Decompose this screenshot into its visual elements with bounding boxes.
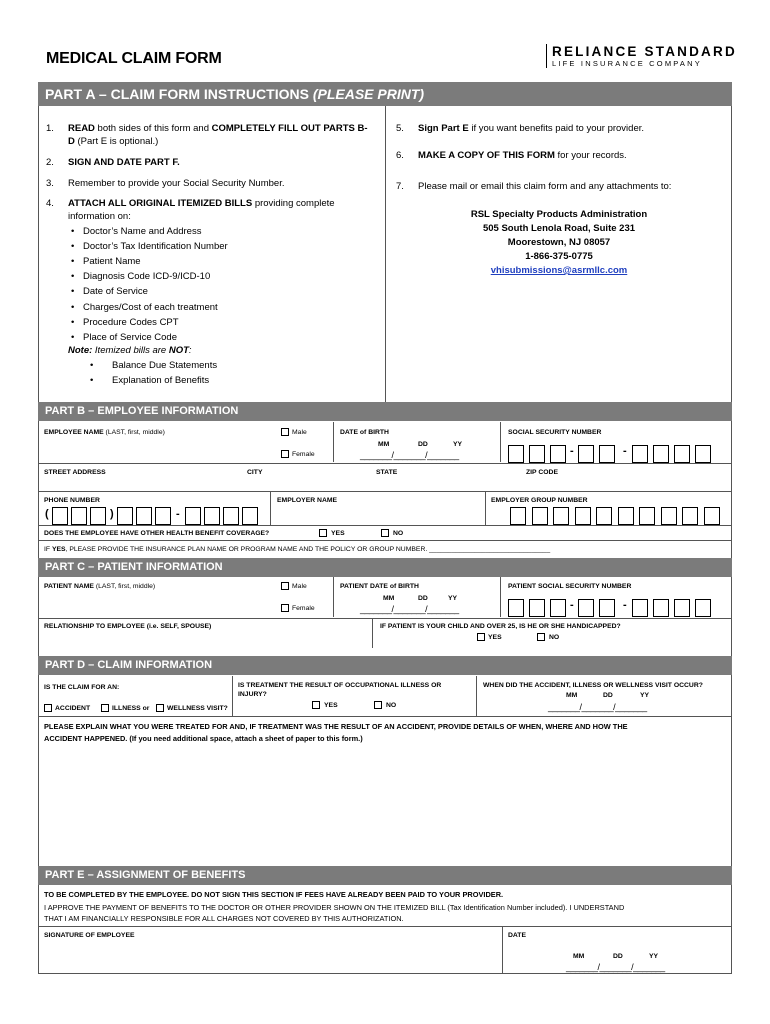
bullet-dot: • <box>71 271 75 283</box>
part-e-header: PART E – ASSIGNMENT OF BENEFITS <box>38 866 732 885</box>
wellness-checkbox[interactable] <box>156 704 164 712</box>
if-yes-instruction <box>44 545 550 554</box>
divider <box>500 422 501 462</box>
divider <box>372 618 373 648</box>
text-bold: D <box>68 136 75 147</box>
divider <box>500 577 501 617</box>
row-line <box>38 491 732 492</box>
zip-label: ZIP CODE <box>526 469 558 476</box>
part-b-header: PART B – EMPLOYEE INFORMATION <box>38 402 732 421</box>
note-label: Note: <box>68 345 93 356</box>
male-label: Male <box>292 429 307 436</box>
accident-label: ACCIDENT <box>55 705 91 712</box>
ssn-digit-box[interactable] <box>599 599 615 617</box>
label-sub: (i.e. SELF, SPOUSE) <box>144 623 212 630</box>
part-a-title: PART A – CLAIM FORM INSTRUCTIONS <box>45 86 309 102</box>
group-digit-box[interactable] <box>618 507 634 525</box>
ssn-digit-box[interactable] <box>529 599 545 617</box>
relationship-label <box>44 622 211 631</box>
ssn-label: SOCIAL SECURITY NUMBER <box>508 429 602 436</box>
signature-label: SIGNATURE OF EMPLOYEE <box>44 932 135 939</box>
phone-line: 1-866-375-0775 <box>525 251 593 262</box>
ssn-digit-box[interactable] <box>653 445 669 463</box>
no-label: NO <box>549 634 560 641</box>
item-number: 6. <box>396 150 404 161</box>
instruction-1-cont <box>68 136 158 148</box>
yy-label: YY <box>649 953 659 960</box>
ssn-digit-box[interactable] <box>674 599 690 617</box>
bullet-item: Charges/Cost of each treatment <box>83 301 218 313</box>
when-question: WHEN DID THE ACCIDENT, ILLNESS OR WELLNESS VISIT OCCUR? <box>483 682 703 689</box>
illness-checkbox[interactable] <box>101 704 109 712</box>
state-label: STATE <box>376 469 398 476</box>
divider <box>333 422 334 462</box>
no-label: NO <box>393 530 404 537</box>
ssn-digit-box[interactable] <box>508 599 524 617</box>
phone-digit-box[interactable] <box>242 507 258 525</box>
row-line <box>38 463 732 464</box>
instruction-4-cont: information on: <box>68 211 131 222</box>
instruction-1 <box>68 123 368 135</box>
dash: - <box>570 445 574 457</box>
phone-digit-box[interactable] <box>185 507 201 525</box>
phone-digit-box[interactable] <box>90 507 106 525</box>
row-line <box>38 525 732 526</box>
instruction-4 <box>68 198 378 210</box>
yes-label: YES <box>324 702 338 709</box>
mm-label: MM <box>378 441 390 448</box>
ssn-digit-box[interactable] <box>550 445 566 463</box>
occupational-no-checkbox[interactable] <box>374 701 382 709</box>
sub-bullet-item: Explanation of Benefits <box>112 375 210 386</box>
explain-instruction: PLEASE EXPLAIN WHAT YOU WERE TREATED FOR AND, IF TREATMENT WAS THE RESULT OF AN ACCIDENT, PROVIDE DETAILS OF WHEN, WHERE AND HOW THE <box>44 722 628 731</box>
occupational-question: IS TREATMENT THE RESULT OF OCCUPATIONAL ILLNESS OR <box>238 682 442 689</box>
signature-field[interactable] <box>40 942 498 972</box>
ssn-digit-box[interactable] <box>578 599 594 617</box>
part-a-header <box>38 82 732 106</box>
ssn-digit-box[interactable] <box>695 445 711 463</box>
ssn-digit-box[interactable] <box>508 445 524 463</box>
divider <box>476 676 477 716</box>
patient-name-label <box>44 582 155 591</box>
patient-ssn-label: PATIENT SOCIAL SECURITY NUMBER <box>508 583 632 590</box>
row-line <box>38 540 732 541</box>
bullet-dot: • <box>71 241 75 253</box>
item-number: 1. <box>46 123 54 134</box>
patient-female-checkbox[interactable] <box>281 604 289 612</box>
phone-digit-box[interactable] <box>136 507 152 525</box>
group-digit-box[interactable] <box>682 507 698 525</box>
ssn-digit-box[interactable] <box>599 445 615 463</box>
bullet-dot: • <box>71 226 75 237</box>
ssn-digit-box[interactable] <box>529 445 545 463</box>
group-digit-box[interactable] <box>532 507 548 525</box>
explanation-textarea[interactable] <box>40 748 730 864</box>
occupational-yes-checkbox[interactable] <box>312 701 320 709</box>
row-line <box>38 926 732 927</box>
group-digit-box[interactable] <box>510 507 526 525</box>
yes-label: YES <box>488 634 502 641</box>
text: for your records. <box>554 150 627 161</box>
assignment-text: I APPROVE THE PAYMENT OF BENEFITS TO THE DOCTOR OR OTHER PROVIDER SHOWN ON THE ITEMIZED BILL (Tax Identification Number included). I UNDERSTAND <box>44 903 625 912</box>
phone-digit-box[interactable] <box>71 507 87 525</box>
bullet-item: Date of Service <box>83 286 148 298</box>
bullet-item: Diagnosis Code ICD-9/ICD-10 <box>83 271 211 283</box>
form-title: MEDICAL CLAIM FORM <box>46 50 222 67</box>
label-sub: (LAST, first, middle) <box>93 583 156 590</box>
female-label: Female <box>292 605 315 612</box>
logo-line1: RELIANCE STANDARD <box>552 44 737 59</box>
male-label: Male <box>292 583 307 590</box>
company-logo <box>546 44 737 68</box>
please-print: (PLEASE PRINT) <box>312 86 425 102</box>
group-digit-box[interactable] <box>596 507 612 525</box>
bullet-item: Procedure Codes CPT <box>83 316 179 328</box>
dash: - <box>570 599 574 611</box>
group-digit-box[interactable] <box>704 507 720 525</box>
instruction-3: Remember to provide your Social Security Number. <box>68 178 285 189</box>
divider <box>502 926 503 974</box>
ssn-digit-box[interactable] <box>695 599 711 617</box>
other-coverage-no-checkbox[interactable] <box>381 529 389 537</box>
group-label: EMPLOYER GROUP NUMBER <box>491 497 588 504</box>
no-label: NO <box>386 702 397 709</box>
plan-name-input[interactable]: ________________________________ <box>429 546 551 553</box>
bullet-dot: • <box>90 375 94 386</box>
text-bold: MAKE A COPY OF THIS FORM <box>418 150 555 161</box>
illness-label: ILLNESS or <box>112 705 150 712</box>
dd-label: DD <box>613 953 623 960</box>
row-line <box>38 618 732 619</box>
group-digit-box[interactable] <box>575 507 591 525</box>
wellness-label: WELLNESS VISIT? <box>167 705 228 712</box>
group-digit-box[interactable] <box>553 507 569 525</box>
handicapped-no-checkbox[interactable] <box>537 633 545 641</box>
assignment-instruction: TO BE COMPLETED BY THE EMPLOYEE. DO NOT SIGN THIS SECTION IF FEES HAVE ALREADY BEEN PAID TO YOUR PROVIDER. <box>44 890 504 899</box>
date-label: DATE <box>508 932 526 939</box>
text: both sides of this form and <box>94 123 212 134</box>
note-text: Itemized bills are <box>92 345 169 356</box>
street-label: STREET ADDRESS <box>44 469 106 476</box>
accident-checkbox[interactable] <box>44 704 52 712</box>
text: , PLEASE PROVIDE THE INSURANCE PLAN NAME OR PROGRAM NAME AND THE POLICY OR GROUP NUMBER. <box>65 546 430 553</box>
address-line1: RSL Specialty Products Administration <box>470 209 648 220</box>
sub-bullet-item: Balance Due Statements <box>112 360 218 371</box>
city-label: CITY <box>247 469 263 476</box>
address-line2: 505 South Lenola Road, Suite 231 <box>482 223 636 234</box>
yy-label: YY <box>640 692 650 699</box>
bullet-item: Place of Service Code <box>83 331 177 343</box>
text: IF <box>44 546 52 553</box>
instruction-7: Please mail or email this claim form and any attachments to: <box>418 181 672 192</box>
part-c-header: PART C – PATIENT INFORMATION <box>38 558 732 577</box>
bullet-item: Doctor’s Tax Identification Number <box>83 241 228 253</box>
bullet-item: Doctor’s Name and Address <box>83 226 202 237</box>
phone-digit-box[interactable] <box>155 507 171 525</box>
bullet-dot: • <box>71 301 75 313</box>
assignment-text-cont: THAT I AM FINANCIALLY RESPONSIBLE FOR ALL CHARGES NOT COVERED BY THIS AUTHORIZATION. <box>44 914 404 923</box>
item-number: 3. <box>46 178 54 189</box>
dob-label: DATE of BIRTH <box>340 429 389 436</box>
ssn-digit-box[interactable] <box>653 599 669 617</box>
yy-label: YY <box>453 441 463 448</box>
employee-dob-input[interactable]: _______/_______/_______ <box>360 450 459 460</box>
item-number: 2. <box>46 157 54 168</box>
divider <box>333 577 334 617</box>
ssn-digit-box[interactable] <box>674 445 690 463</box>
text: (Part E is optional.) <box>74 136 159 147</box>
employee-male-checkbox[interactable] <box>281 428 289 436</box>
patient-male-checkbox[interactable] <box>281 582 289 590</box>
ssn-digit-box[interactable] <box>578 445 594 463</box>
bullet-dot: • <box>71 316 75 328</box>
divider <box>485 491 486 525</box>
employee-female-checkbox[interactable] <box>281 450 289 458</box>
claim-for-label: IS THE CLAIM FOR AN: <box>44 684 120 691</box>
handicapped-question: IF PATIENT IS YOUR CHILD AND OVER 25, IS HE OR SHE HANDICAPPED? <box>380 623 621 630</box>
logo-line2: LIFE INSURANCE COMPANY <box>552 59 702 68</box>
text-bold: Sign Part E <box>418 123 469 134</box>
text: if you want benefits paid to your provider. <box>468 123 645 134</box>
female-label: Female <box>292 451 315 458</box>
instruction-2: SIGN AND DATE PART F. <box>68 157 180 168</box>
phone-digit-box[interactable] <box>117 507 133 525</box>
instruction-6 <box>418 150 627 162</box>
note-not: NOT <box>168 345 189 356</box>
text-bold: COMPLETELY FILL OUT PARTS B- <box>211 123 368 134</box>
dd-label: DD <box>418 595 428 602</box>
text-bold: YES <box>51 546 66 553</box>
note <box>68 345 192 357</box>
address-line3: Moorestown, NJ 08057 <box>507 237 611 248</box>
mm-label: MM <box>383 595 395 602</box>
text-bold: ATTACH ALL ORIGINAL ITEMIZED BILLS <box>68 198 253 209</box>
other-coverage-yes-checkbox[interactable] <box>319 529 327 537</box>
label-sub: (LAST, first, middle) <box>103 429 165 436</box>
mm-label: MM <box>566 692 578 699</box>
yy-label: YY <box>448 595 458 602</box>
row-line <box>38 716 732 717</box>
other-coverage-question: DOES THE EMPLOYEE HAVE OTHER HEALTH BENEFIT COVERAGE? <box>44 530 270 537</box>
item-number: 5. <box>396 123 404 134</box>
divider <box>232 676 233 716</box>
group-digit-box[interactable] <box>661 507 677 525</box>
occupational-question-cont: INJURY? <box>238 691 267 698</box>
text: providing complete <box>252 198 335 209</box>
item-number: 4. <box>46 198 54 209</box>
phone-digit-box[interactable] <box>52 507 68 525</box>
ssn-digit-box[interactable] <box>632 599 648 617</box>
dob-label: PATIENT DATE of BIRTH <box>340 583 419 590</box>
label: RELATIONSHIP TO EMPLOYEE <box>44 623 145 630</box>
employee-name-label <box>44 428 165 437</box>
label: PATIENT NAME <box>44 583 94 590</box>
phone-digit-box[interactable] <box>223 507 239 525</box>
bullet-dot: • <box>90 360 94 371</box>
phone-digit-box[interactable] <box>204 507 220 525</box>
occurrence-date-input[interactable]: _______/_______/_______ <box>548 702 647 712</box>
dash: - <box>176 508 180 520</box>
part-d-header: PART D – CLAIM INFORMATION <box>38 656 732 675</box>
mm-label: MM <box>573 953 585 960</box>
instruction-5 <box>418 123 644 135</box>
item-number: 7. <box>396 181 404 192</box>
bullet-dot: • <box>71 331 75 343</box>
bullet-item: Patient Name <box>83 256 141 268</box>
note-colon: : <box>188 345 192 356</box>
dash: - <box>623 445 627 457</box>
dash: - <box>623 599 627 611</box>
paren: ( <box>45 508 49 520</box>
paren: ) <box>110 508 114 520</box>
employer-label: EMPLOYER NAME <box>277 497 338 504</box>
group-digit-box[interactable] <box>639 507 655 525</box>
bullet-dot: • <box>71 286 75 298</box>
ssn-digit-box[interactable] <box>550 599 566 617</box>
bullet-dot: • <box>71 256 75 268</box>
phone-label: PHONE NUMBER <box>44 497 100 504</box>
handicapped-yes-checkbox[interactable] <box>477 633 485 641</box>
patient-dob-input[interactable]: _______/_______/_______ <box>360 604 459 614</box>
explain-instruction-cont: ACCIDENT HAPPENED. (If you need additional space, attach a sheet of paper to this form.) <box>44 734 363 743</box>
dd-label: DD <box>603 692 613 699</box>
dd-label: DD <box>418 441 428 448</box>
yes-label: YES <box>331 530 345 537</box>
label: EMPLOYEE NAME <box>44 429 104 436</box>
text-bold: READ <box>68 123 95 134</box>
ssn-digit-box[interactable] <box>632 445 648 463</box>
divider <box>270 491 271 525</box>
email-link[interactable]: vhisubmissions@asrmllc.com <box>490 265 628 276</box>
signature-date-input[interactable]: _______/_______/_______ <box>566 962 665 972</box>
